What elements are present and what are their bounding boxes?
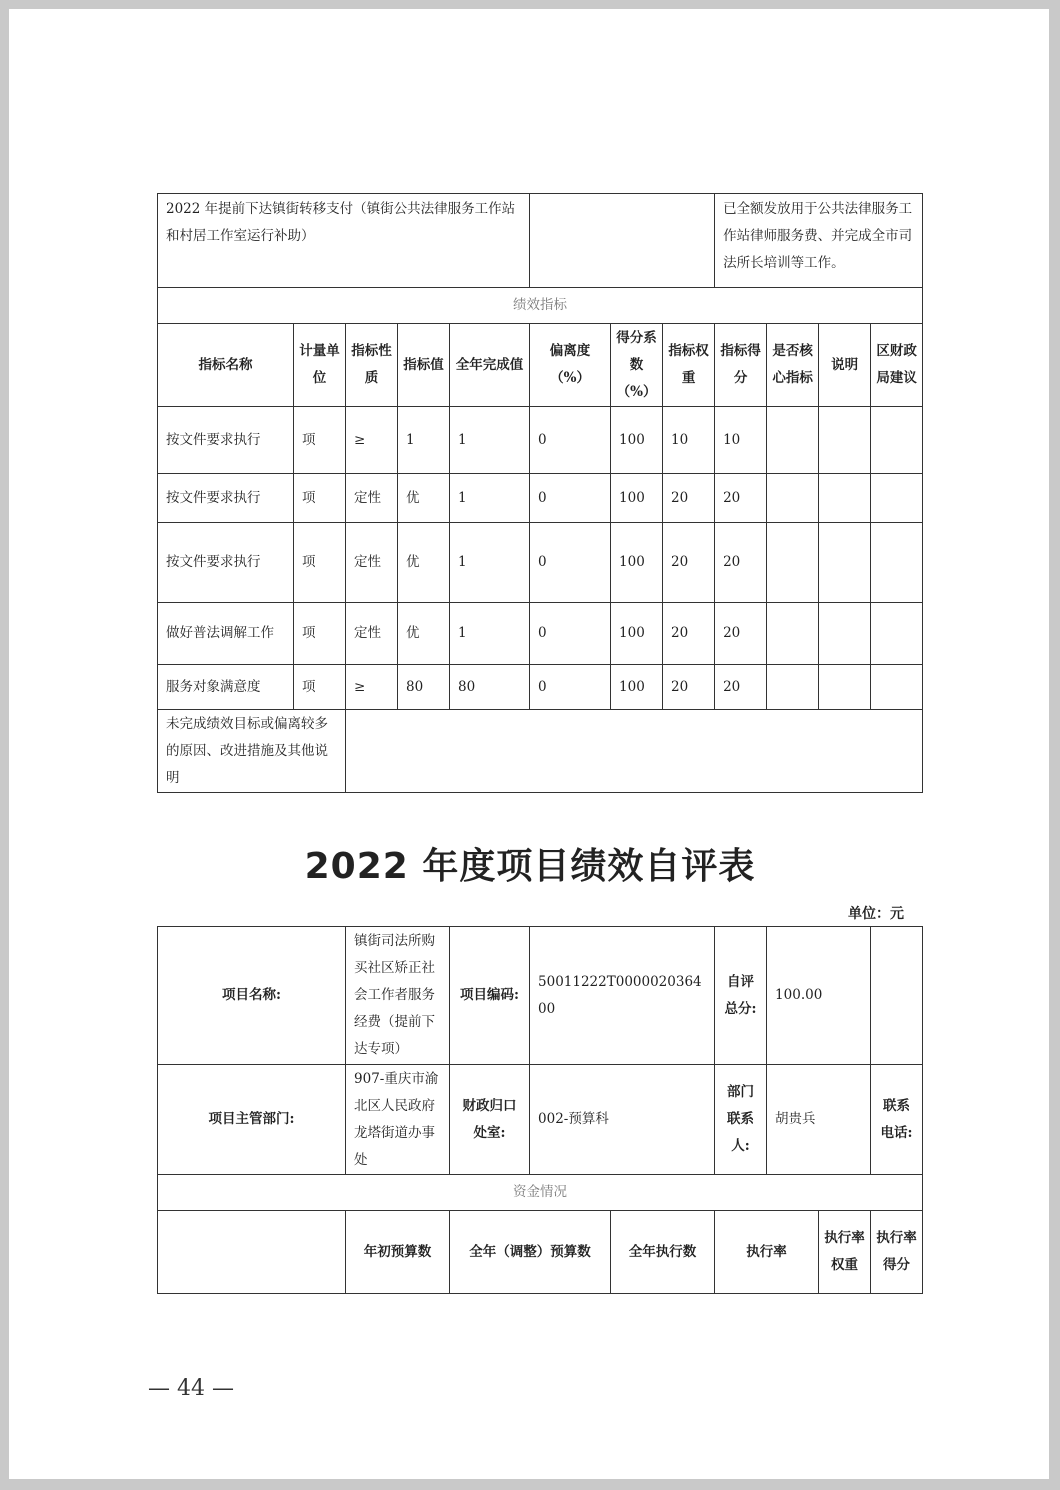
col-header: 全年执行数 [611,1211,715,1294]
weight-cell: 20 [663,603,715,665]
target-cell: 80 [398,665,450,710]
weight-cell: 10 [663,407,715,474]
coefficient-cell: 100 [611,407,663,474]
project-code-label: 项目编码: [450,927,530,1065]
target-cell: 优 [398,474,450,523]
suggest-cell [871,407,923,474]
col-header: 指标值 [398,324,450,407]
indicator-header-row [158,324,923,407]
col-header: 执行率权重 [819,1211,871,1294]
unit-label: 单位：元 [848,906,904,922]
explain-cell [819,665,871,710]
table-row [158,665,923,710]
suggest-cell [871,603,923,665]
target-cell: 优 [398,603,450,665]
unit-cell: 项 [294,523,346,603]
table-row [158,474,923,523]
core-cell [767,407,819,474]
unit-cell: 项 [294,665,346,710]
target-cell: 1 [398,407,450,474]
coefficient-cell: 100 [611,665,663,710]
col-header: 是否核心指标 [767,324,819,407]
deviation-cell: 0 [530,474,611,523]
finance-label: 财政归口处室: [450,1065,530,1175]
indicator-name: 按文件要求执行 [158,407,294,474]
score-cell: 20 [715,665,767,710]
score-label: 自评总分: [715,927,767,1065]
explanation-value [346,710,923,793]
project-name-row [158,927,923,1065]
col-header: 年初预算数 [346,1211,450,1294]
core-cell [767,523,819,603]
nature-cell: 定性 [346,474,398,523]
core-cell [767,603,819,665]
col-header: 指标权重 [663,324,715,407]
contact-label: 部门联系人: [715,1065,767,1175]
coefficient-cell: 100 [611,474,663,523]
dept-label: 项目主管部门: [158,1065,346,1175]
project-evaluation-table [157,926,923,1294]
performance-indicator-table [157,193,923,793]
indicator-name: 做好普法调解工作 [158,603,294,665]
deviation-cell: 0 [530,407,611,474]
weight-cell: 20 [663,665,715,710]
actual-cell: 1 [450,474,530,523]
transfer-note-cell: 已全额发放用于公共法律服务工作站律师服务费、并完成全市司法所长培训等工作。 [715,194,923,288]
deviation-cell: 0 [530,603,611,665]
explain-cell [819,603,871,665]
nature-cell: 定性 [346,523,398,603]
project-name-label: 项目名称: [158,927,346,1065]
explain-cell [819,474,871,523]
deviation-cell: 0 [530,523,611,603]
suggest-cell [871,665,923,710]
actual-cell: 1 [450,523,530,603]
actual-cell: 80 [450,665,530,710]
weight-cell: 20 [663,523,715,603]
score-cell: 20 [715,523,767,603]
empty-cell [158,1211,346,1294]
project-name-value: 镇街司法所购买社区矫正社会工作者服务经费（提前下达专项） [346,927,450,1065]
indicator-name: 按文件要求执行 [158,523,294,603]
unit-cell: 项 [294,474,346,523]
score-cell: 10 [715,407,767,474]
nature-cell: 定性 [346,603,398,665]
funds-header-row [158,1211,923,1294]
empty-cell [871,927,923,1065]
col-header: 全年完成值 [450,324,530,407]
col-header: 计量单位 [294,324,346,407]
col-header: 执行率 [715,1211,819,1294]
explain-cell [819,523,871,603]
actual-cell: 1 [450,407,530,474]
core-cell [767,474,819,523]
core-cell [767,665,819,710]
empty-cell [530,194,715,288]
col-header: 执行率得分 [871,1211,923,1294]
transfer-payment-row [158,194,923,288]
phone-label: 联系电话: [871,1065,923,1175]
deviation-cell: 0 [530,665,611,710]
unit-cell: 项 [294,407,346,474]
col-header: 全年（调整）预算数 [450,1211,611,1294]
score-cell: 20 [715,474,767,523]
contact-value: 胡贵兵 [767,1065,871,1175]
indicator-name: 按文件要求执行 [158,474,294,523]
col-header: 说明 [819,324,871,407]
form-title: 2022 年度项目绩效自评表 [304,846,756,887]
suggest-cell [871,523,923,603]
explanation-row [158,710,923,793]
weight-cell: 20 [663,474,715,523]
coefficient-cell: 100 [611,523,663,603]
col-header: 指标性质 [346,324,398,407]
col-header: 偏离度（%） [530,324,611,407]
explanation-label: 未完成绩效目标或偏离较多的原因、改进措施及其他说明 [158,710,346,793]
col-header: 区财政局建议 [871,324,923,407]
project-code-value: 50011222T000002036400 [530,927,715,1065]
score-value: 100.00 [767,927,871,1065]
coefficient-cell: 100 [611,603,663,665]
col-header: 得分系数（%） [611,324,663,407]
table-row [158,603,923,665]
unit-cell: 项 [294,603,346,665]
table-row [158,523,923,603]
department-row [158,1065,923,1175]
suggest-cell [871,474,923,523]
actual-cell: 1 [450,603,530,665]
explain-cell [819,407,871,474]
score-cell: 20 [715,603,767,665]
nature-cell: ≥ [346,665,398,710]
indicator-name: 服务对象满意度 [158,665,294,710]
section-title-performance: 绩效指标 [158,288,923,324]
dept-value: 907-重庆市渝北区人民政府龙塔街道办事处 [346,1065,450,1175]
nature-cell: ≥ [346,407,398,474]
page-number: — 44 — [148,1376,234,1401]
table-row [158,407,923,474]
col-header: 指标名称 [158,324,294,407]
col-header: 指标得分 [715,324,767,407]
transfer-item-cell: 2022 年提前下达镇街转移支付（镇街公共法律服务工作站和村居工作室运行补助） [158,194,530,288]
target-cell: 优 [398,523,450,603]
section-title-funds: 资金情况 [158,1175,923,1211]
finance-value: 002-预算科 [530,1065,715,1175]
